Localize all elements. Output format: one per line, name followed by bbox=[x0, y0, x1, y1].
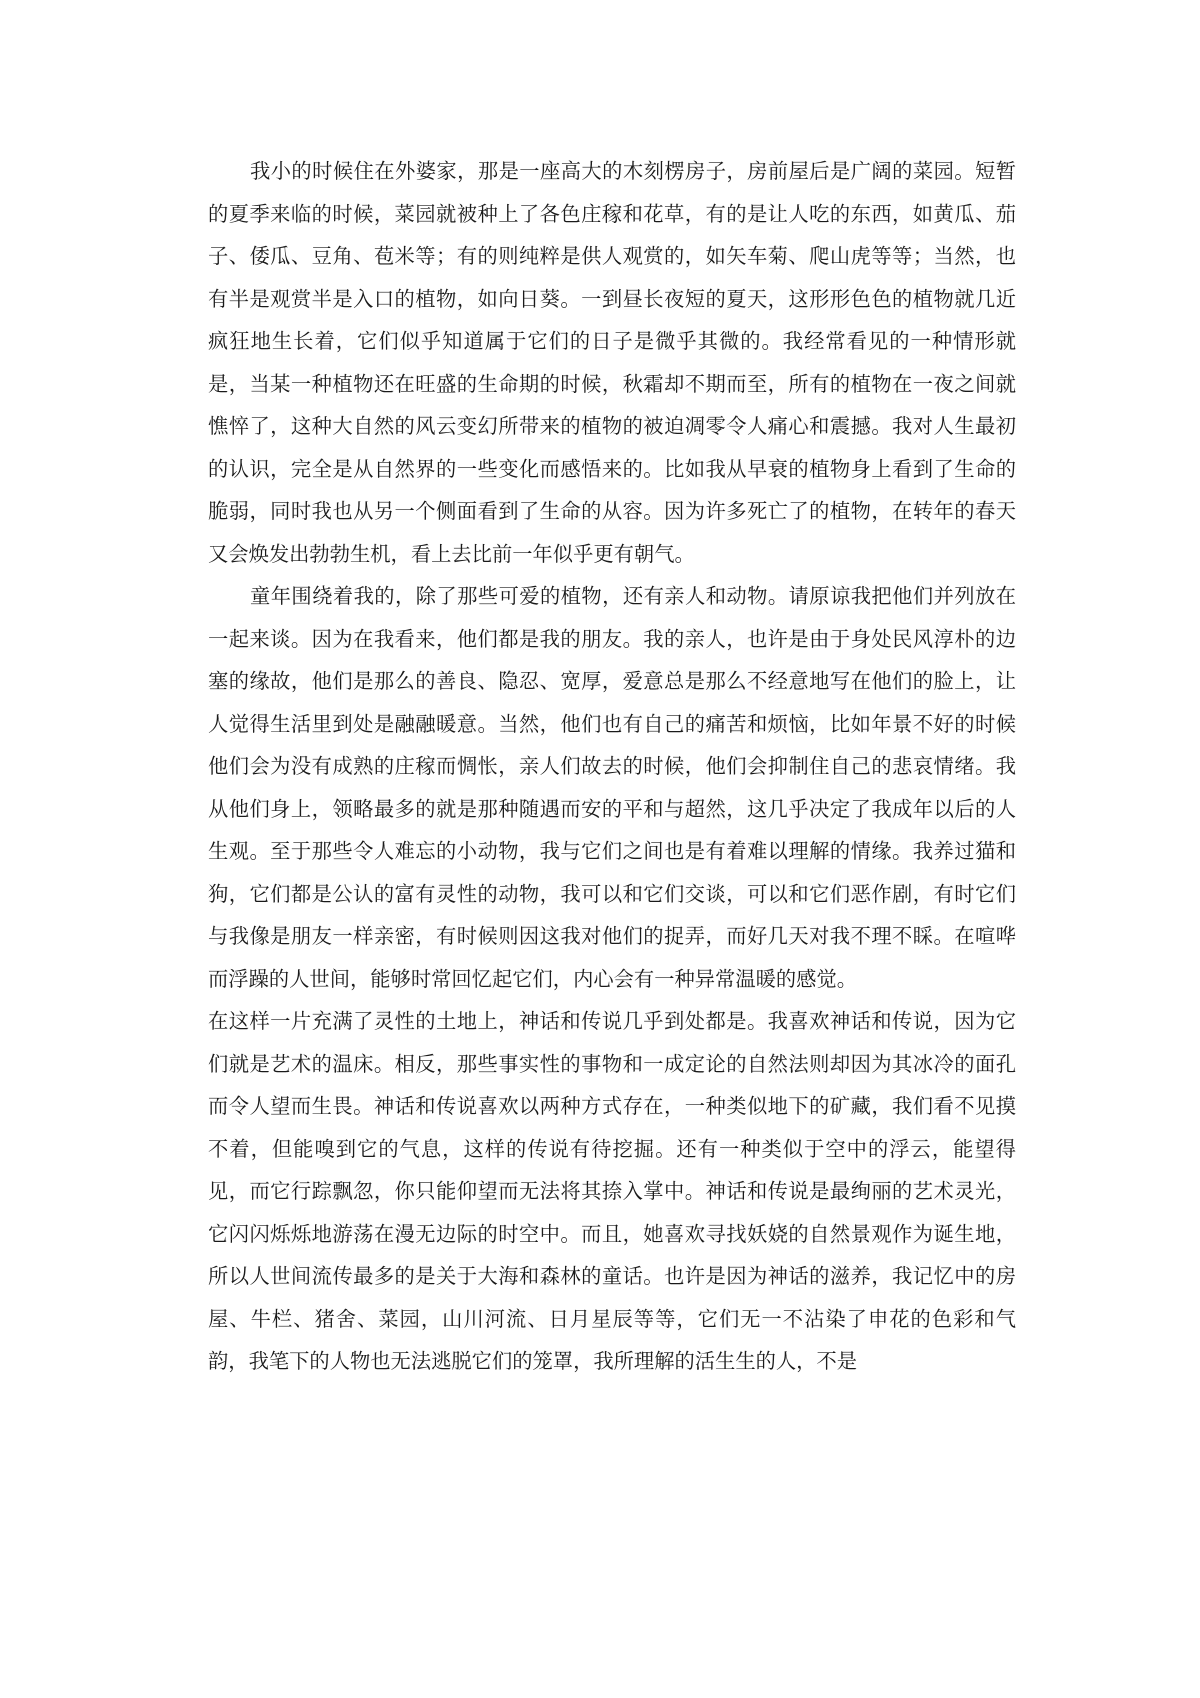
paragraph-3: 在这样一片充满了灵性的土地上，神话和传说几乎到处都是。我喜欢神话和传说，因为它们就是艺术的温床。相反，那些事实性的事物和一成定论的自然法则却因为其冰冷的面孔而令人望而生畏。神话和传说喜欢以两种方式存在，一种类似地下的矿藏，我们看不见摸不着，但能嗅到它的气息，这样的传说有待挖掘。还有一种类似于空中的浮云，能望得见，而它行踪飘忽，你只能仰望而无法将其捺入掌中。神话和传说是最绚丽的艺术灵光，它闪闪烁烁地游荡在漫无边际的时空中。而且，她喜欢寻找妖娆的自然景观作为诞生地，所以人世间流传最多的是关于大海和森林的童话。也许是因为神话的滋养，我记忆中的房屋、牛栏、猪舍、菜园，山川河流、日月星辰等等，它们无一不沾染了申花的色彩和气韵，我笔下的人物也无法逃脱它们的笼罩，我所理解的活生生的人，不是 bbox=[208, 1009, 1016, 1373]
paragraph-1: 我小的时候住在外婆家，那是一座高大的木刻楞房子，房前屋后是广阔的菜园。短暂的夏季来临的时候，菜园就被种上了各色庄稼和花草，有的是让人吃的东西，如黄瓜、茄子、倭瓜、豆角、苞米等；有的则纯粹是供人观赏的，如矢车菊、爬山虎等等；当然，也有半是观赏半是入口的植物，如向日葵。一到昼长夜短的夏天，这形形色色的植物就几近疯狂地生长着，它们似乎知道属于它们的日子是微乎其微的。我经常看见的一种情形就是，当某一种植物还在旺盛的生命期的时候，秋霜却不期而至，所有的植物在一夜之间就憔悴了，这种大自然的风云变幻所带来的植物的被迫凋零令人痛心和震撼。我对人生最初的认识，完全是从自然界的一些变化而感悟来的。比如我从早衰的植物身上看到了生命的脆弱，同时我也从另一个侧面看到了生命的从容。因为许多死亡了的植物，在转年的春天又会焕发出勃勃生机，看上去比前一年似乎更有朝气。 bbox=[208, 159, 1016, 566]
body-text bbox=[208, 150, 1016, 1383]
paragraph-2: 童年围绕着我的，除了那些可爱的植物，还有亲人和动物。请原谅我把他们并列放在一起来谈。因为在我看来，他们都是我的朋友。我的亲人，也许是由于身处民风淳朴的边塞的缘故，他们是那么的善良、隐忍、宽厚，爱意总是那么不经意地写在他们的脸上，让人觉得生活里到处是融融暖意。当然，他们也有自己的痛苦和烦恼，比如年景不好的时候他们会为没有成熟的庄稼而惆怅，亲人们故去的时候，他们会抑制住自己的悲哀情绪。我从他们身上，领略最多的就是那种随遇而安的平和与超然，这几乎决定了我成年以后的人生观。至于那些令人难忘的小动物，我与它们之间也是有着难以理解的情缘。我养过猫和狗，它们都是公认的富有灵性的动物，我可以和它们交谈，可以和它们恶作剧，有时它们与我像是朋友一样亲密，有时候则因这我对他们的捉弄，而好几天对我不理不睬。在喧哗而浮躁的人世间，能够时常回忆起它们，内心会有一种异常温暖的感觉。 bbox=[208, 584, 1016, 991]
